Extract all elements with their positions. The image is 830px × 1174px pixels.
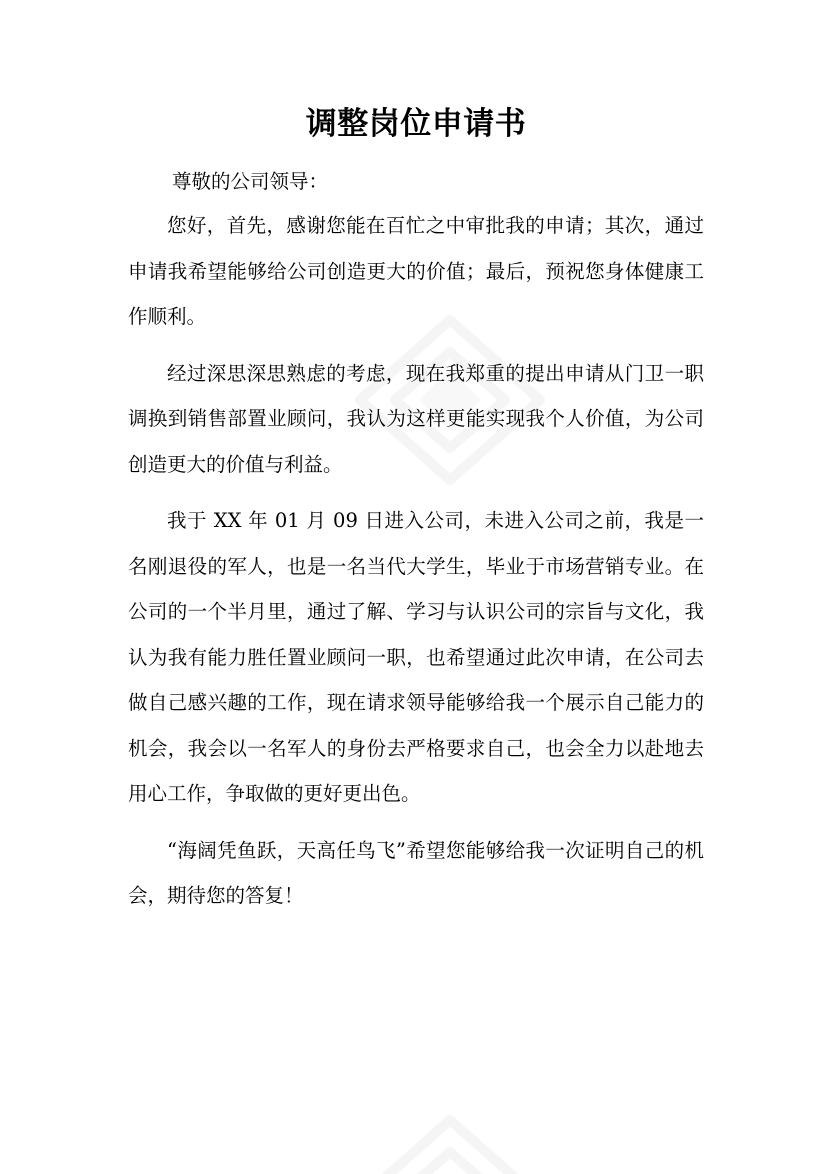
salutation: 尊敬的公司领导：	[172, 170, 329, 193]
document-title: 调整岗位申请书	[305, 106, 527, 142]
paragraph-request: 经过深思深思熟虑的考虑，现在我郑重的提出申请从门卫一职调换到销售部置业顾问，我认为这样更能实现我个人价值，为公司创造更大的价值与利益。	[128, 361, 704, 476]
watermark-logo-bottom	[300, 1080, 600, 1174]
paragraph-closing: “海阔凭鱼跃，天高任鸟飞”希望您能够给我一次证明自己的机会，期待您的答复！	[128, 838, 704, 907]
paragraph-greeting: 您好，首先，感谢您能在百忙之中审批我的申请；其次，通过申请我希望能够给公司创造更大的价值；最后，预祝您身体健康工作顺利。	[128, 214, 704, 328]
paragraph-background: 我于 XX 年 01 月 09 日进入公司，未进入公司之前，我是一名刚退役的军人，也是一名当代大学生，毕业于市场营销专业。在公司的一个半月里，通过了解、学习与认识公司的宗旨与文化，我认为我有能力胜任置业顾问一职，也希望通过此次申请，在公司去做自己感兴趣的工作，现在请求领导能够给我一个展示自己能力的机会，我会以一名军人的身份去严格要求自己，也会全力以赴地去用心工作，争取做的更好更出色。	[128, 509, 704, 805]
letter-body	[128, 203, 704, 930]
